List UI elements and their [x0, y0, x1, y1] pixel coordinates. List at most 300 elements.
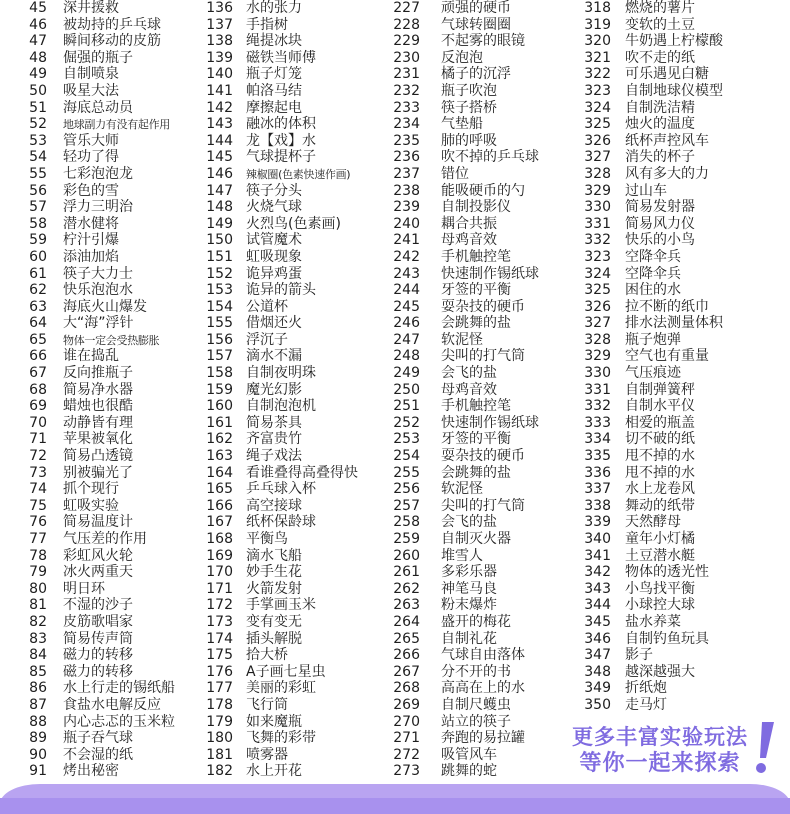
list-item	[383, 664, 576, 681]
item-number: 272	[393, 746, 420, 763]
list-item	[383, 548, 576, 565]
item-title: 筷子搭桥	[441, 99, 497, 116]
item-number: 45	[29, 0, 47, 16]
list-item	[0, 183, 196, 200]
item-number: 237	[393, 165, 420, 182]
item-title: 七彩泡泡龙	[63, 165, 133, 182]
item-title: 抓个现行	[63, 481, 119, 498]
item-number: 259	[393, 531, 420, 547]
item-title: 美丽的彩虹	[246, 680, 316, 697]
item-title: 自制钓鱼玩具	[625, 630, 709, 647]
item-number: 60	[29, 248, 47, 265]
item-number: 153	[206, 282, 233, 299]
list-item	[190, 133, 381, 150]
item-number: 76	[29, 514, 47, 531]
item-number: 330	[584, 199, 611, 216]
item-number: 50	[29, 82, 47, 99]
list-item	[383, 133, 576, 150]
item-title: 自制弹簧秤	[625, 381, 695, 398]
list-item	[575, 133, 775, 150]
list-item	[0, 66, 196, 83]
list-item	[190, 365, 381, 382]
list-item	[383, 382, 576, 399]
item-number: 79	[29, 564, 47, 581]
item-number: 324	[584, 265, 611, 282]
list-item	[190, 348, 381, 365]
item-title: 滴水不漏	[246, 348, 302, 365]
item-title: 水上龙卷风	[625, 481, 695, 498]
list-item	[190, 514, 381, 531]
item-title: 会跳舞的盐	[441, 315, 511, 332]
item-number: 163	[206, 448, 233, 465]
list-item	[190, 0, 381, 17]
item-number: 150	[206, 232, 233, 249]
item-title: 牛奶遇上柠檬酸	[625, 33, 723, 50]
item-number: 230	[393, 49, 420, 66]
item-title: 童年小灯橘	[625, 531, 695, 547]
item-number: 177	[206, 680, 233, 697]
item-number: 238	[393, 182, 420, 199]
item-number: 146	[206, 165, 233, 182]
item-title: 吹不掉的乒乓球	[441, 149, 539, 166]
item-number: 61	[29, 265, 47, 282]
item-title: 空降伞兵	[625, 248, 681, 265]
list-item	[190, 465, 381, 482]
list-item	[383, 216, 576, 233]
list-item	[575, 299, 775, 316]
item-number: 161	[206, 414, 233, 431]
list-item	[0, 614, 196, 631]
item-title: 橘子的沉浮	[441, 66, 511, 83]
item-number: 242	[393, 248, 420, 265]
item-title: 母鸡音效	[441, 381, 497, 398]
list-item	[0, 647, 196, 664]
list-item	[0, 714, 196, 731]
list-item	[575, 597, 775, 614]
item-title: 浮沉子	[246, 331, 288, 348]
item-title: 顽强的硬币	[441, 0, 511, 16]
list-item	[575, 0, 775, 17]
list-item	[0, 680, 196, 697]
item-number: 151	[206, 248, 233, 265]
item-title: 手机触控笔	[441, 398, 511, 415]
item-number: 229	[393, 33, 420, 50]
list-item	[383, 514, 576, 531]
item-title: 烤出秘密	[63, 763, 119, 780]
list-item	[575, 17, 775, 34]
item-title: 吹不走的纸	[625, 49, 695, 66]
item-number: 253	[393, 431, 420, 448]
item-title: 诡异鸡蛋	[246, 265, 302, 282]
item-title: 空气也有重量	[625, 348, 709, 365]
item-number: 80	[29, 580, 47, 597]
item-title: 瓶子吹泡	[441, 82, 497, 99]
list-item	[575, 614, 775, 631]
list-item	[383, 763, 576, 780]
item-title: 手机触控笔	[441, 248, 511, 265]
item-number: 345	[584, 613, 611, 630]
list-item	[190, 216, 381, 233]
list-item	[0, 481, 196, 498]
exclamation-icon	[752, 720, 778, 776]
item-title: 虹吸实验	[63, 497, 119, 514]
list-item	[383, 332, 576, 349]
list-item	[190, 647, 381, 664]
item-number: 73	[29, 464, 47, 481]
item-title: 甩不掉的水	[625, 448, 695, 465]
list-item	[575, 431, 775, 448]
item-number: 170	[206, 564, 233, 581]
item-number: 139	[206, 49, 233, 66]
item-number: 341	[584, 547, 611, 564]
item-title: 会跳舞的盐	[441, 464, 511, 481]
list-item	[190, 714, 381, 731]
item-number: 343	[584, 580, 611, 597]
item-title: 气垫船	[441, 116, 483, 133]
list-item	[575, 680, 775, 697]
list-item	[383, 50, 576, 67]
item-title: 苹果被氧化	[63, 431, 133, 448]
item-number: 248	[393, 348, 420, 365]
item-number: 327	[584, 149, 611, 166]
item-title: 快乐的小鸟	[625, 232, 695, 249]
list-item	[575, 266, 775, 283]
list-item	[190, 697, 381, 714]
item-title: 气球转圈圈	[441, 16, 511, 33]
list-item	[575, 531, 775, 548]
item-title: 绳提冰块	[246, 33, 302, 50]
item-number: 334	[584, 431, 611, 448]
list-item	[0, 299, 196, 316]
list-item	[383, 531, 576, 548]
item-title: 火烈鸟(色素画)	[246, 215, 341, 232]
item-title: 牙签的平衡	[441, 431, 511, 448]
item-number: 336	[584, 464, 611, 481]
list-item	[0, 763, 196, 780]
list-item	[383, 415, 576, 432]
list-item	[0, 315, 196, 332]
item-title: 简易传声筒	[63, 630, 133, 647]
list-item	[190, 249, 381, 266]
list-item	[383, 631, 576, 648]
list-item	[0, 498, 196, 515]
item-number: 325	[584, 282, 611, 299]
item-number: 333	[584, 414, 611, 431]
item-number: 320	[584, 33, 611, 50]
item-number: 179	[206, 713, 233, 730]
item-number: 329	[584, 348, 611, 365]
item-number: 332	[584, 232, 611, 249]
item-number: 66	[29, 348, 47, 365]
item-title: 自制洗洁精	[625, 99, 695, 116]
item-title: 折纸炮	[625, 680, 667, 697]
item-number: 244	[393, 282, 420, 299]
list-item	[0, 133, 196, 150]
list-item	[0, 465, 196, 482]
item-title: 食盐水电解反应	[63, 696, 161, 713]
item-title: 摩擦起电	[246, 99, 302, 116]
item-title: 风有多大的力	[625, 165, 709, 182]
item-title: 切不破的纸	[625, 431, 695, 448]
list-item	[383, 714, 576, 731]
item-title: 会飞的盐	[441, 365, 497, 382]
item-title: 飞舞的彩带	[246, 730, 316, 747]
item-number: 156	[206, 331, 233, 348]
list-item	[575, 199, 775, 216]
item-number: 234	[393, 116, 420, 133]
list-item	[190, 448, 381, 465]
item-number: 245	[393, 298, 420, 315]
item-title: 大“海”浮针	[63, 315, 134, 332]
list-item	[383, 149, 576, 166]
list-item	[575, 481, 775, 498]
list-item	[0, 216, 196, 233]
item-number: 46	[29, 16, 47, 33]
item-number: 236	[393, 149, 420, 166]
item-title: 牙签的平衡	[441, 282, 511, 299]
item-title: 越深越强大	[625, 663, 695, 680]
item-number: 319	[584, 16, 611, 33]
item-number: 227	[393, 0, 420, 16]
item-number: 52	[29, 116, 47, 133]
item-number: 271	[393, 730, 420, 747]
item-title: 水的张力	[246, 0, 302, 16]
item-number: 137	[206, 16, 233, 33]
item-title: 耍杂技的硬币	[441, 298, 525, 315]
item-title: 火箭发射	[246, 580, 302, 597]
item-number: 164	[206, 464, 233, 481]
list-item	[190, 614, 381, 631]
list-item	[383, 100, 576, 117]
list-item	[190, 166, 381, 183]
item-number: 347	[584, 647, 611, 664]
list-item	[575, 365, 775, 382]
item-title: 走马灯	[625, 696, 667, 713]
item-title: 别被骗光了	[63, 464, 133, 481]
list-item	[575, 149, 775, 166]
list-item	[190, 199, 381, 216]
list-item	[575, 398, 775, 415]
item-number: 149	[206, 215, 233, 232]
item-title: 自制泡泡机	[246, 398, 316, 415]
item-title: 瓶子灯笼	[246, 66, 302, 83]
item-number: 332	[584, 398, 611, 415]
list-item	[0, 431, 196, 448]
item-title: 看谁叠得高叠得快	[246, 464, 358, 481]
list-item	[383, 199, 576, 216]
list-item	[383, 448, 576, 465]
item-title: 快速制作锡纸球	[441, 265, 539, 282]
list-item	[383, 83, 576, 100]
item-number: 256	[393, 481, 420, 498]
item-title: 柠汁引爆	[63, 232, 119, 249]
item-number: 84	[29, 647, 47, 664]
item-number: 154	[206, 298, 233, 315]
item-title: 自制礼花	[441, 630, 497, 647]
list-item	[190, 382, 381, 399]
item-number: 176	[206, 663, 233, 680]
item-number: 82	[29, 613, 47, 630]
item-number: 89	[29, 730, 47, 747]
item-title: 土豆潜水艇	[625, 547, 695, 564]
item-title: 磁铁当师傅	[246, 49, 316, 66]
item-title: 物体一定会受热膨胀	[63, 333, 160, 347]
item-number: 147	[206, 182, 233, 199]
item-number: 228	[393, 16, 420, 33]
list-item	[383, 597, 576, 614]
item-title: 平衡鸟	[246, 531, 288, 547]
item-number: 180	[206, 730, 233, 747]
item-title: 会飞的盐	[441, 514, 497, 531]
item-title: 影子	[625, 647, 653, 664]
item-number: 268	[393, 680, 420, 697]
item-title: 耦合共振	[441, 215, 497, 232]
item-number: 178	[206, 696, 233, 713]
list-item	[575, 116, 775, 133]
item-title: 潜水健将	[63, 215, 119, 232]
item-number: 257	[393, 497, 420, 514]
item-title: 舞动的纸带	[625, 497, 695, 514]
item-number: 59	[29, 232, 47, 249]
list-item	[0, 348, 196, 365]
item-title: 快乐泡泡水	[63, 282, 133, 299]
item-title: 磁力的转移	[63, 663, 133, 680]
item-title: 过山车	[625, 182, 667, 199]
item-title: 如来魔瓶	[246, 713, 302, 730]
item-number: 232	[393, 82, 420, 99]
list-item	[190, 232, 381, 249]
item-number: 243	[393, 265, 420, 282]
item-title: 可乐遇见白糖	[625, 66, 709, 83]
item-title: 诡异的箭头	[246, 282, 316, 299]
item-number: 349	[584, 680, 611, 697]
list-item	[0, 365, 196, 382]
item-number: 155	[206, 315, 233, 332]
list-item	[575, 664, 775, 681]
item-number: 157	[206, 348, 233, 365]
list-item	[575, 249, 775, 266]
list-item	[575, 83, 775, 100]
item-number: 264	[393, 613, 420, 630]
item-title: 简易茶具	[246, 414, 302, 431]
list-item	[575, 282, 775, 299]
list-item	[383, 564, 576, 581]
item-number: 326	[584, 132, 611, 149]
item-title: 气球自由落体	[441, 647, 525, 664]
item-title: 自制喷泉	[63, 66, 119, 83]
item-title: 气球提杯子	[246, 149, 316, 166]
list-item	[383, 498, 576, 515]
item-number: 141	[206, 82, 233, 99]
item-number: 64	[29, 315, 47, 332]
item-title: 深井援救	[63, 0, 119, 16]
item-number: 53	[29, 132, 47, 149]
list-item	[383, 465, 576, 482]
item-title: 地球副力有没有起作用	[63, 118, 170, 132]
item-number: 74	[29, 481, 47, 498]
item-title: 倔强的瓶子	[63, 49, 133, 66]
item-number: 140	[206, 66, 233, 83]
item-number: 162	[206, 431, 233, 448]
item-title: 公道杯	[246, 298, 288, 315]
item-number: 350	[584, 696, 611, 713]
list-item	[0, 249, 196, 266]
item-number: 321	[584, 49, 611, 66]
list-item	[383, 183, 576, 200]
list-item	[0, 597, 196, 614]
footer-band-lower	[0, 798, 790, 814]
item-title: 乒乓球入杯	[246, 481, 316, 498]
item-number: 342	[584, 564, 611, 581]
item-title: 反泡泡	[441, 49, 483, 66]
list-item	[383, 17, 576, 34]
item-number: 169	[206, 547, 233, 564]
list-item	[190, 315, 381, 332]
item-number: 260	[393, 547, 420, 564]
list-item	[0, 199, 196, 216]
item-number: 75	[29, 497, 47, 514]
item-title: 筷子大力士	[63, 265, 133, 282]
item-title: 拾大桥	[246, 647, 288, 664]
item-number: 88	[29, 713, 47, 730]
list-item	[383, 232, 576, 249]
item-number: 328	[584, 165, 611, 182]
item-title: 拉不断的纸巾	[625, 298, 709, 315]
item-number: 254	[393, 448, 420, 465]
item-title: 软泥怪	[441, 481, 483, 498]
item-number: 90	[29, 746, 47, 763]
list-item	[0, 514, 196, 531]
item-title: 甩不掉的水	[625, 464, 695, 481]
item-title: 消失的杯子	[625, 149, 695, 166]
item-title: 不起雾的眼镜	[441, 33, 525, 50]
list-item	[383, 697, 576, 714]
item-title: 瓶子炮弹	[625, 331, 681, 348]
item-title: 借烟还火	[246, 315, 302, 332]
item-number: 168	[206, 531, 233, 547]
list-item	[190, 33, 381, 50]
item-number: 249	[393, 365, 420, 382]
item-number: 329	[584, 182, 611, 199]
list-item	[575, 382, 775, 399]
item-number: 142	[206, 99, 233, 116]
item-number: 148	[206, 199, 233, 216]
list-item	[0, 116, 196, 133]
item-number: 252	[393, 414, 420, 431]
item-title: 齐富贵竹	[246, 431, 302, 448]
item-number: 231	[393, 66, 420, 83]
item-title: 磁力的转移	[63, 647, 133, 664]
item-number: 145	[206, 149, 233, 166]
list-item	[0, 415, 196, 432]
item-number: 65	[29, 331, 47, 348]
item-title: 火烧气球	[246, 199, 302, 216]
item-number: 235	[393, 132, 420, 149]
item-number: 246	[393, 315, 420, 332]
list-item	[383, 680, 576, 697]
list-item	[190, 730, 381, 747]
item-title: 软泥怪	[441, 331, 483, 348]
list-item	[383, 581, 576, 598]
list-item	[383, 266, 576, 283]
item-title: 筷子分头	[246, 182, 302, 199]
item-title: 龙【戏】水	[246, 132, 316, 149]
item-number: 322	[584, 66, 611, 83]
item-title: 绳子戏法	[246, 448, 302, 465]
list-item	[190, 282, 381, 299]
list-item	[190, 664, 381, 681]
item-number: 330	[584, 365, 611, 382]
